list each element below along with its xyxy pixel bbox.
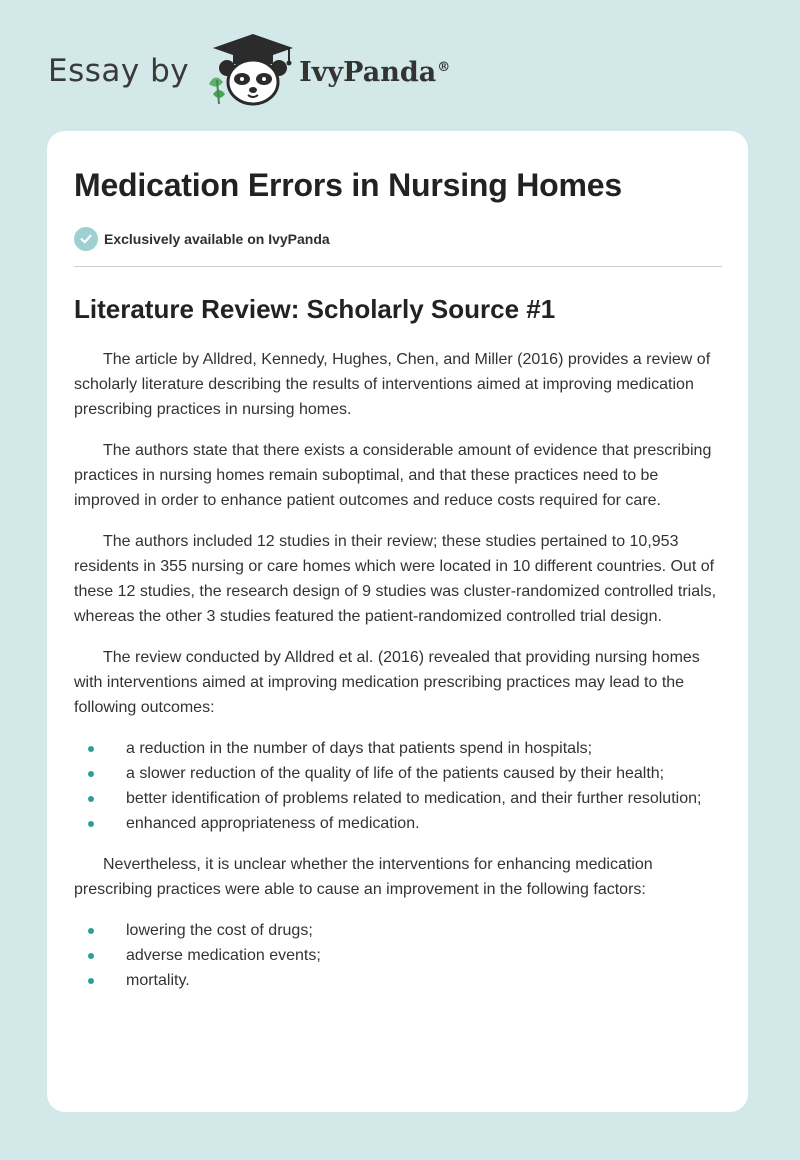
exclusive-badge	[74, 227, 722, 251]
brand-name[interactable]: IvyPanda®	[299, 56, 451, 88]
outcomes-list	[74, 736, 722, 836]
list-item: adverse medication events;	[74, 943, 722, 968]
page-title: Medication Errors in Nursing Homes	[74, 167, 622, 203]
essay-by-label: Essay by	[48, 53, 190, 89]
list-item: mortality.	[74, 968, 722, 993]
list-item: a slower reduction of the quality of life of the patients caused by their health;	[74, 761, 722, 786]
list-item: a reduction in the number of days that patients spend in hospitals;	[74, 736, 722, 761]
paragraph: Nevertheless, it is unclear whether the interventions for enhancing medication prescribing practices were able to cause an improvement in the following factors:	[74, 856, 653, 898]
exclusive-label: Exclusively available on IvyPanda	[104, 231, 330, 247]
check-circle-icon	[74, 227, 98, 251]
site-header	[48, 34, 450, 108]
divider	[74, 266, 722, 267]
list-item: better identification of problems related to medication, and their further resolution;	[74, 786, 722, 811]
essay-card	[47, 131, 748, 1112]
unclear-factors-list	[74, 918, 722, 993]
panda-graduate-logo-icon[interactable]	[203, 32, 297, 108]
paragraph: The authors included 12 studies in their review; these studies pertained to 10,953 residents in 355 nursing or care homes which were located in 10 different countries. Out of these 12 studies, the research design of 9 studies was cluster-randomized controlled trials, whereas the other 3 studies featured the patient-randomized controlled trial design.	[74, 533, 717, 625]
paragraph: The authors state that there exists a considerable amount of evidence that prescribing practices in nursing homes remain suboptimal, and that these practices need to be improved in order to enhance patient outcomes and reduce costs required for care.	[74, 442, 712, 509]
list-item: lowering the cost of drugs;	[74, 918, 722, 943]
section-heading: Literature Review: Scholarly Source #1	[74, 294, 556, 324]
list-item: enhanced appropriateness of medication.	[74, 811, 722, 836]
paragraph: The article by Alldred, Kennedy, Hughes, Chen, and Miller (2016) provides a review of scholarly literature describing the results of interventions aimed at improving medication prescribing practices in nursing homes.	[74, 351, 711, 418]
paragraph: The review conducted by Alldred et al. (2016) revealed that providing nursing homes with interventions aimed at improving medication prescribing practices may lead to the following outcomes:	[74, 649, 700, 716]
